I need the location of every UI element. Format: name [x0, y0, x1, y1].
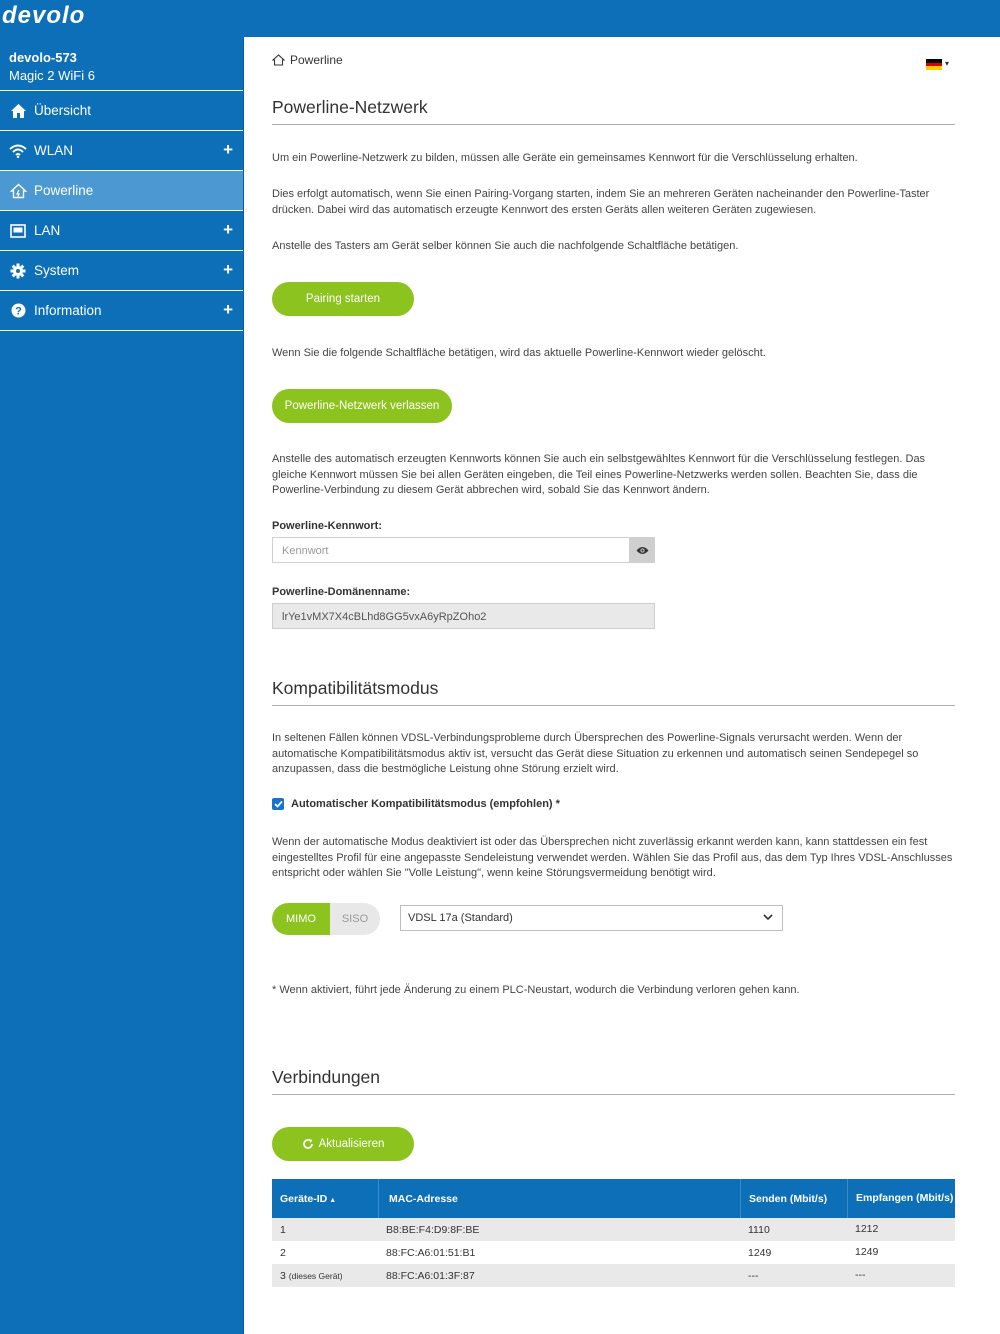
- col-mac[interactable]: MAC-Adresse: [378, 1179, 740, 1218]
- sidebar-item-label: WLAN: [34, 143, 74, 158]
- top-bar: [0, 0, 1000, 37]
- sidebar-item-label: LAN: [34, 223, 61, 238]
- sidebar-item-uebersicht[interactable]: [0, 91, 243, 131]
- breadcrumb: [272, 53, 343, 67]
- powerline-network-heading: Powerline-Netzwerk: [272, 97, 955, 125]
- domain-label: Powerline-Domänenname:: [272, 586, 411, 598]
- auto-compat-label: Automatischer Kompatibilitätsmodus (empfohlen) *: [291, 798, 560, 810]
- device-model: Magic 2 WiFi 6: [9, 68, 95, 83]
- home-icon: [9, 102, 27, 120]
- expand-plus-icon[interactable]: +: [223, 140, 233, 159]
- sidebar-item-label: Powerline: [34, 183, 94, 198]
- refresh-label: Aktualisieren: [318, 1138, 385, 1150]
- compat-footnote: * Wenn aktiviert, führt jede Änderung zu einem PLC-Neustart, wodurch die Verbindung verloren gehen kann.: [272, 984, 800, 996]
- sidebar: [0, 37, 244, 1334]
- checkmark-icon: [274, 800, 283, 808]
- question-icon: [9, 302, 27, 320]
- refresh-button[interactable]: [272, 1127, 414, 1161]
- siso-option[interactable]: SISO: [341, 913, 369, 925]
- wifi-icon: [9, 142, 27, 160]
- home-outline-icon: [272, 54, 285, 66]
- col-receive[interactable]: Empfangen (Mbit/s): [847, 1179, 955, 1218]
- expand-plus-icon[interactable]: +: [223, 220, 233, 239]
- connections-heading: Verbindungen: [272, 1067, 955, 1095]
- sidebar-item-lan[interactable]: [0, 211, 243, 251]
- col-send[interactable]: Senden (Mbit/s): [740, 1179, 847, 1218]
- table-row: 3 (dieses Gerät) 88:FC:A6:01:3F:87 --- ---: [272, 1264, 955, 1287]
- table-row: 1 B8:BE:F4:D9:8F:BE 1110 1212: [272, 1218, 955, 1241]
- gear-icon: [9, 262, 27, 280]
- button-info-text: Anstelle des Tasters am Gerät selber können Sie auch die nachfolgende Schaltfläche betätigen.: [272, 240, 739, 252]
- mimo-option[interactable]: MIMO: [272, 903, 330, 935]
- show-password-button[interactable]: [630, 537, 655, 563]
- sidebar-item-label: Information: [34, 303, 102, 318]
- sidebar-item-label: Übersicht: [34, 103, 92, 118]
- sidebar-item-label: System: [34, 263, 80, 278]
- sidebar-item-system[interactable]: [0, 251, 243, 291]
- breadcrumb-label[interactable]: Powerline: [290, 53, 343, 67]
- expand-plus-icon[interactable]: +: [223, 260, 233, 279]
- compat-info-text: In seltenen Fällen können VDSL-Verbindungsprobleme durch Übersprechen des Powerline-Signals verursacht werden. Wenn der automatische Kompatibilitätsmodus aktiv ist, versucht das Gerät diese Situation zu erkennen und automatisch seinen Sendepegel so anzupassen, dass die bestmögliche Leistung ohne Störung erzielt wird.: [272, 732, 919, 775]
- connections-table: [272, 1179, 955, 1287]
- password-info-text: Anstelle des automatisch erzeugten Kennworts können Sie auch ein selbstgewähltes Kennwort für die Verschlüsselung festlegen. Das gleiche Kennwort müssen Sie bei allen Geräten eingeben, die Teil eines Powerline-Netzwerks werden sollen. Beachten Sie, dass die Powerline-Verbindung zu diesem Gerät abbrechen wird, sobald Sie das Kennwort ändern.: [272, 453, 926, 496]
- table-row: 2 88:FC:A6:01:51:B1 1249 1249: [280, 1246, 879, 1259]
- device-info: [0, 37, 243, 91]
- sidebar-item-information[interactable]: [0, 291, 243, 331]
- pairing-info-text: Dies erfolgt automatisch, wenn Sie einen Pairing-Vorgang starten, indem Sie an mehreren Geräten nacheinander den Powerline-Taster drücken. Dabei wird das automatisch erzeugte Kennwort des ersten Geräts allen weiteren Geräten zugewiesen.: [272, 188, 930, 216]
- password-label: Powerline-Kennwort:: [272, 520, 383, 532]
- sidebar-item-wlan[interactable]: [0, 131, 243, 171]
- leave-network-button[interactable]: Powerline-Netzwerk verlassen: [272, 389, 452, 423]
- svg-text:?: ?: [14, 305, 22, 318]
- mimo-siso-toggle[interactable]: [272, 903, 380, 935]
- domain-name-field: lrYe1vMX7X4cBLhd8GG5vxA6yRpZOho2: [272, 603, 655, 629]
- expand-plus-icon[interactable]: +: [223, 300, 233, 319]
- refresh-icon: [302, 1138, 314, 1150]
- sidebar-item-powerline[interactable]: [0, 171, 243, 211]
- lan-icon: [9, 222, 27, 240]
- vdsl-profile-value: VDSL 17a (Standard): [408, 912, 513, 924]
- chevron-down-icon: [762, 911, 774, 923]
- auto-compat-checkbox[interactable]: [272, 798, 284, 810]
- intro-text: Um ein Powerline-Netzwerk zu bilden, müssen alle Geräte ein gemeinsames Kennwort für die Verschlüsselung erhalten.: [272, 152, 858, 164]
- auto-compat-checkbox-row[interactable]: [272, 798, 560, 810]
- powerline-home-icon: [9, 182, 27, 200]
- german-flag-icon[interactable]: [926, 59, 942, 70]
- password-input[interactable]: Kennwort: [272, 537, 630, 563]
- devolo-logo[interactable]: devolo: [2, 2, 86, 29]
- table-header: [272, 1179, 955, 1218]
- device-name: devolo-573: [9, 50, 77, 65]
- pairing-start-button[interactable]: Pairing starten: [272, 282, 414, 316]
- profile-info-text: Wenn der automatische Modus deaktiviert ist oder das Übersprechen nicht zuverlässig erkannt werden kann, kann stattdessen ein fest eingestelltes Profil für eine angepasste Sendeleistung verwendet werden. Wählen Sie das Profil aus, das dem Typ Ihres VDSL-Anschlusses entspricht oder wählen Sie "Volle Leistung", wenn keine Störungsvermeidung benötigt wird.: [272, 836, 953, 879]
- leave-info-text: Wenn Sie die folgende Schaltfläche betätigen, wird das aktuelle Powerline-Kennwort wieder gelöscht.: [272, 347, 766, 359]
- col-device-id[interactable]: Geräte-ID ▲: [280, 1192, 337, 1205]
- compat-heading: Kompatibilitätsmodus: [272, 678, 955, 706]
- eye-icon: [636, 546, 649, 555]
- vdsl-profile-select[interactable]: [400, 905, 783, 931]
- language-caret-icon[interactable]: ▾: [945, 59, 950, 68]
